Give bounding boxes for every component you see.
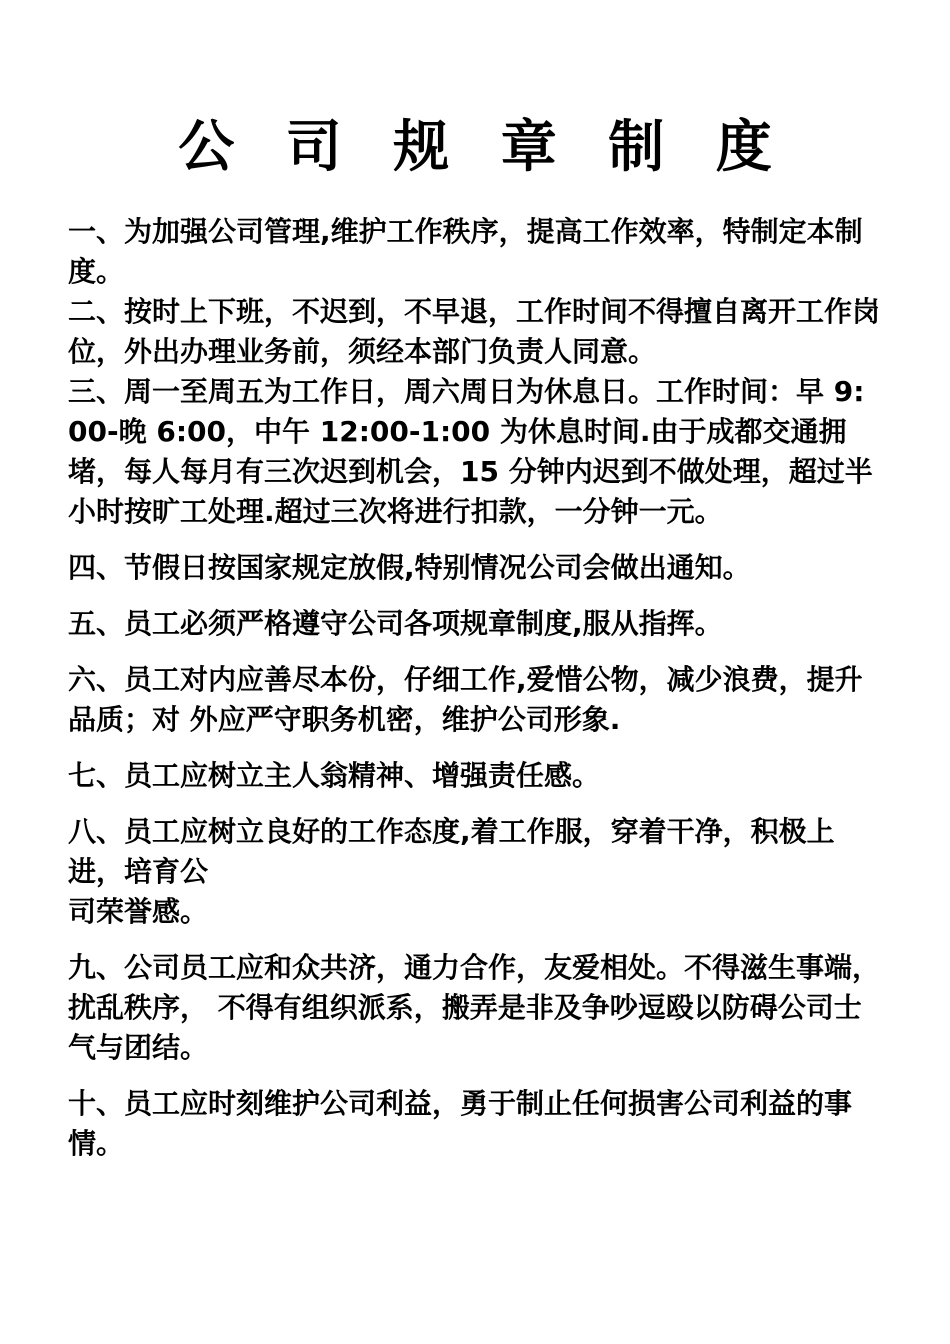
rule-item-6: 六、员工对内应善尽本份，仔细工作,爱惜公物，减少浪费，提升品质；对 外应严守职务机密，维护公司形象.: [68, 663, 863, 736]
rule-item-3: 三、周一至周五为工作日，周六周日为休息日。工作时间：早 9:00-晚 6:00，中午 12:00-1:00 为休息时间.由于成都交通拥堵，每人每月有三次迟到机会，15 分钟内迟到不做处理，超过半小时按旷工处理.超过三次将进行扣款，一分钟一元。: [68, 375, 873, 528]
rule-item-7: 七、员工应树立主人翁精神、增强责任感。: [68, 759, 601, 792]
rule-item-1: 一、为加强公司管理,维护工作秩序，提高工作效率，特制定本制度。: [68, 215, 863, 288]
rule-item-5: 五、员工必须严格遵守公司各项规章制度,服从指挥。: [68, 607, 723, 640]
rule-item-2: 二、按时上下班，不迟到，不早退，工作时间不得擅自离开工作岗位，外出办理业务前，须经本部门负责人同意。: [68, 295, 881, 368]
rules-list: [68, 212, 883, 1164]
rule-item-8-line-1: 八、员工应树立良好的工作态度,着工作服，穿着干净，积极上进，培育公: [68, 815, 835, 888]
rule-item-4: 四、节假日按国家规定放假,特别情况公司会做出通知。: [68, 551, 751, 584]
page-title: 公 司 规 章 制 度: [178, 114, 788, 180]
rule-item-9: 九、公司员工应和众共济，通力合作，友爱相处。不得滋生事端，扰乱秩序， 不得有组织派系，搬弄是非及争吵逗殴以防碍公司士气与团结。: [68, 951, 881, 1064]
rule-item-10: 十、员工应时刻维护公司利益，勇于制止任何损害公司利益的事情。: [68, 1087, 853, 1160]
rule-item-8: [68, 812, 883, 932]
rule-item-8-line-2: 司荣誉感。: [68, 895, 209, 928]
